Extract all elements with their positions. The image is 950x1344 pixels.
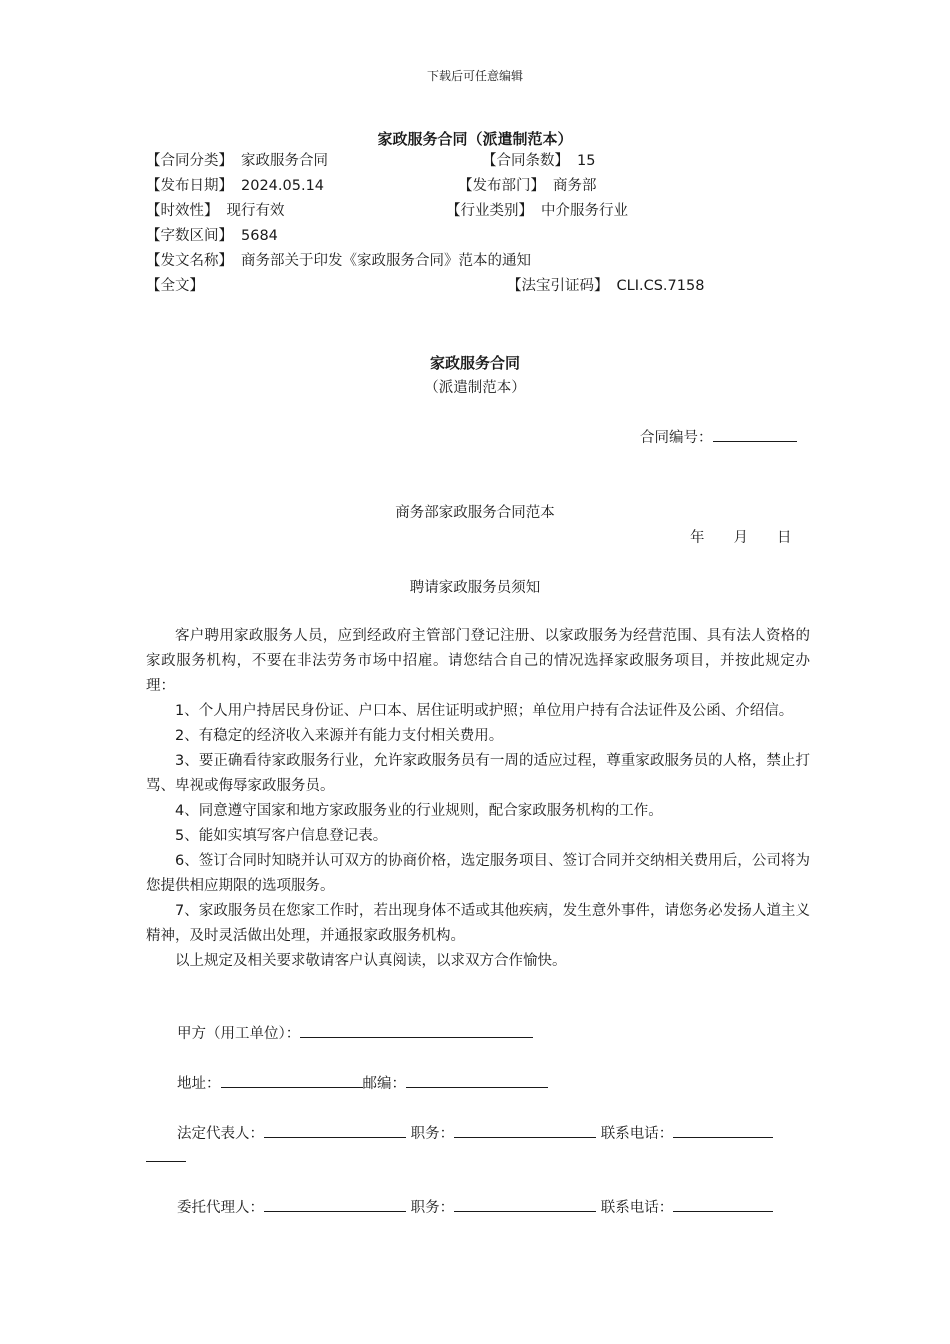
header-note: 下载后可任意编辑: [426, 69, 523, 83]
postcode-label: 邮编：: [362, 1076, 406, 1092]
notice-item-3: 3、要正确看待家政服务行业，允许家政服务员有一周的适应过程，尊重家政服务员的人格，禁止打骂、卑视或侮辱家政服务员。: [146, 753, 810, 794]
meta-industry: [446, 199, 628, 224]
meta-category-value: 家政服务合同: [241, 153, 328, 169]
meta-validity-value: 现行有效: [226, 203, 285, 219]
contract-number-row: [640, 426, 797, 447]
meta-industry-value: 中介服务行业: [541, 203, 628, 219]
address-row: [177, 1072, 548, 1093]
legal-rep-row: [177, 1122, 773, 1143]
notice-closing: 以上规定及相关要求敬请客户认真阅读，以求双方合作愉快。: [175, 953, 567, 969]
meta-words-value: 5684: [241, 228, 278, 244]
template-name: 商务部家政服务合同范本: [395, 505, 555, 521]
notice-body: [146, 624, 810, 974]
meta-validity: [146, 199, 285, 224]
meta-code-value: CLI.CS.7158: [616, 278, 705, 294]
meta-category-label: 【合同分类】: [146, 153, 233, 169]
notice-item-1: 1、个人用户持居民身份证、户口本、居住证明或护照；单位用户持有合法证件及公函、介绍信。: [175, 703, 794, 719]
document-title: 家政服务合同（派遣制范本）: [377, 130, 573, 148]
agent-blank[interactable]: [264, 1196, 406, 1212]
notice-item-6: 6、签订合同时知晓并认可双方的协商价格，选定服务项目、签订合同并交纳相关费用后，公司将为您提供相应期限的选项服务。: [146, 853, 810, 894]
date-line: 年 月 日: [690, 530, 792, 546]
agent-phone-blank[interactable]: [673, 1196, 773, 1212]
legal-rep-blank[interactable]: [264, 1122, 406, 1138]
meta-issue-label: 【发文名称】: [146, 253, 233, 269]
meta-code-label: 【法宝引证码】: [507, 278, 609, 294]
meta-validity-label: 【时效性】: [146, 203, 219, 219]
notice-title: 聘请家政服务员须知: [409, 580, 541, 596]
meta-dept-value: 商务部: [553, 178, 597, 194]
meta-category: [146, 149, 328, 174]
notice-item-2: 2、有稳定的经济收入来源并有能力支付相关费用。: [175, 728, 504, 744]
agent-row: [177, 1196, 773, 1217]
notice-item-4: 4、同意遵守国家和地方家政服务业的行业规则，配合家政服务机构的工作。: [175, 803, 663, 819]
contract-number-label: 合同编号：: [640, 430, 713, 446]
notice-intro: 客户聘用家政服务人员，应到经政府主管部门登记注册、以家政服务为经营范围、具有法人资格的家政服务机构，不要在非法劳务市场中招雇。请您结合自己的情况选择家政服务项目，并按此规定办理：: [146, 628, 810, 694]
agent-label: 委托代理人：: [177, 1200, 264, 1216]
meta-words: [146, 224, 278, 249]
agent-position-blank[interactable]: [454, 1196, 596, 1212]
party-a-label: 甲方（用工单位）：: [177, 1026, 301, 1042]
agent-position-label: 职务：: [410, 1200, 455, 1216]
meta-date-label: 【发布日期】: [146, 178, 233, 194]
legal-rep-position-blank[interactable]: [454, 1122, 596, 1138]
meta-words-label: 【字数区间】: [146, 228, 233, 244]
legal-rep-phone-blank[interactable]: [673, 1122, 773, 1138]
meta-clauses-label: 【合同条数】: [482, 153, 569, 169]
meta-date: [146, 174, 324, 199]
meta-code: [507, 274, 704, 299]
party-a-row: [177, 1022, 533, 1043]
contract-title: 家政服务合同: [429, 354, 520, 372]
meta-dept-label: 【发布部门】: [458, 178, 545, 194]
address-blank[interactable]: [221, 1072, 363, 1088]
meta-fulltext: 【全文】: [146, 278, 204, 294]
legal-rep-phone-label: 联系电话：: [600, 1126, 674, 1142]
legal-rep-phone-blank-continued[interactable]: [146, 1161, 186, 1162]
postcode-blank[interactable]: [406, 1072, 548, 1088]
contract-number-blank[interactable]: [713, 426, 797, 442]
meta-issue: [146, 249, 531, 274]
party-a-blank[interactable]: [300, 1022, 533, 1038]
contract-subtitle: （派遣制范本）: [424, 380, 526, 396]
meta-clauses-value: 15: [577, 153, 596, 169]
meta-industry-label: 【行业类别】: [446, 203, 533, 219]
meta-clauses: [482, 149, 595, 174]
address-label: 地址：: [177, 1076, 221, 1092]
legal-rep-label: 法定代表人：: [177, 1126, 264, 1142]
notice-item-7: 7、家政服务员在您家工作时，若出现身体不适或其他疾病，发生意外事件，请您务必发扬人道主义精神，及时灵活做出处理，并通报家政服务机构。: [146, 903, 810, 944]
meta-date-value: 2024.05.14: [241, 178, 325, 194]
agent-phone-label: 联系电话：: [600, 1200, 674, 1216]
meta-dept: [458, 174, 597, 199]
legal-rep-position-label: 职务：: [410, 1126, 455, 1142]
notice-item-5: 5、能如实填写客户信息登记表。: [175, 828, 388, 844]
meta-issue-value: 商务部关于印发《家政服务合同》范本的通知: [241, 253, 531, 269]
